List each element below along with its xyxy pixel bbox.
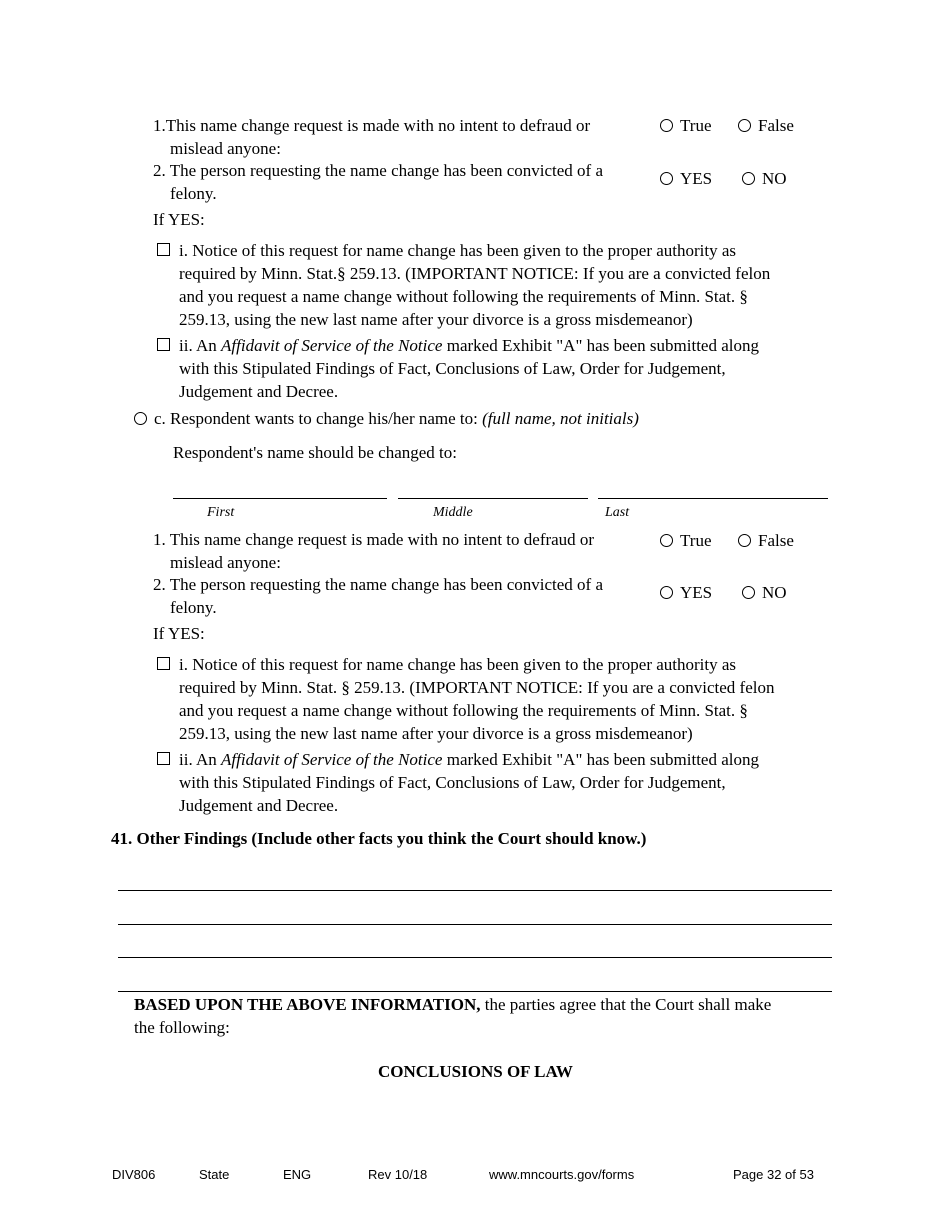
c-q1-false-option[interactable]: False <box>738 531 794 551</box>
radio-no[interactable] <box>742 586 755 599</box>
c-notice-checkbox[interactable] <box>157 657 170 670</box>
other-findings-line-4[interactable] <box>118 991 832 992</box>
radio-true[interactable] <box>660 119 673 132</box>
footer-page-number: Page 32 of 53 <box>733 1167 814 1182</box>
c-q1-true-option[interactable]: True <box>660 531 712 551</box>
conclusions-of-law-heading: CONCLUSIONS OF LAW <box>378 1062 573 1081</box>
radio-yes[interactable] <box>660 172 673 185</box>
respondent-prompt: Respondent's name should be changed to: <box>173 443 457 462</box>
radio-yes[interactable] <box>660 586 673 599</box>
other-findings-line-3[interactable] <box>118 957 832 958</box>
radio-false[interactable] <box>738 119 751 132</box>
middle-label: Middle <box>433 505 473 520</box>
footer-form-id: DIV806 <box>112 1167 156 1182</box>
c-affidavit-text: ii. An Affidavit of Service of the Notice marked Exhibit "A" has been submitted along with this Stipulated Findings of Fact, Conclusions of Law, Order for Judgement, Judgement and Decree. <box>179 750 759 815</box>
q1-text: 1.This name change request is made with no intent to defraud or mislead anyone: <box>153 116 591 158</box>
footer-url: www.mncourts.gov/forms <box>489 1167 635 1182</box>
affidavit-checkbox[interactable] <box>157 338 170 351</box>
middle-name-field[interactable] <box>398 498 588 499</box>
c-q1-text: 1. This name change request is made with no intent to defraud or mislead anyone: <box>153 530 595 572</box>
q2-yes-option[interactable]: YES <box>660 169 712 189</box>
c-q2-yes-option[interactable]: YES <box>660 583 712 603</box>
based-upon-paragraph: BASED UPON THE ABOVE INFORMATION, the parties agree that the Court shall make the following: <box>134 995 772 1037</box>
other-findings-heading: 41. Other Findings (Include other facts you think the Court should know.) <box>111 829 647 848</box>
q2-no-option[interactable]: NO <box>742 169 787 189</box>
c-notice-text: i. Notice of this request for name change has been given to the proper authority as required by Minn. Stat. § 259.13. (IMPORTANT NOTICE: If you are a convicted felon and you request a name change without following the requirements of Minn. Stat. § 259.13, using the new last name after your divorce is a gross misdemeanor) <box>179 655 775 743</box>
q2-text: 2. The person requesting the name change has been convicted of a felony. <box>153 161 604 203</box>
notice-text: i. Notice of this request for name change has been given to the proper authority as required by Minn. Stat.§ 259.13. (IMPORTANT NOTICE: If you are a convicted felon and you request a name change without following the requirements of Minn. Stat. § 259.13, using the new last name after your divorce is a gross misdemeanor) <box>179 241 771 329</box>
first-name-field[interactable] <box>173 498 387 499</box>
c-q2-text: 2. The person requesting the name change has been convicted of a felony. <box>153 575 604 617</box>
first-label: First <box>207 505 235 520</box>
footer-state: State <box>199 1167 230 1182</box>
radio-false[interactable] <box>738 534 751 547</box>
other-findings-line-1[interactable] <box>118 890 832 891</box>
notice-checkbox[interactable] <box>157 243 170 256</box>
respondent-name-change-option[interactable]: c. Respondent wants to change his/her name to: (full name, not initials) <box>134 407 639 430</box>
last-label: Last <box>605 505 630 520</box>
radio-no[interactable] <box>742 172 755 185</box>
other-findings-line-2[interactable] <box>118 924 832 925</box>
q1-true-option[interactable]: True <box>660 116 712 136</box>
q1-false-option[interactable]: False <box>738 116 794 136</box>
radio-true[interactable] <box>660 534 673 547</box>
c-affidavit-checkbox[interactable] <box>157 752 170 765</box>
if-yes-label: If YES: <box>153 210 205 229</box>
footer-language: ENG <box>283 1167 312 1182</box>
radio-respondent-change[interactable] <box>134 412 147 425</box>
affidavit-text: ii. An Affidavit of Service of the Notice marked Exhibit "A" has been submitted along with this Stipulated Findings of Fact, Conclusions of Law, Order for Judgement, Judgement and Decree. <box>179 336 759 401</box>
footer-revision: Rev 10/18 <box>368 1167 428 1182</box>
last-name-field[interactable] <box>598 498 828 499</box>
c-if-yes-label: If YES: <box>153 624 205 643</box>
c-q2-no-option[interactable]: NO <box>742 583 787 603</box>
